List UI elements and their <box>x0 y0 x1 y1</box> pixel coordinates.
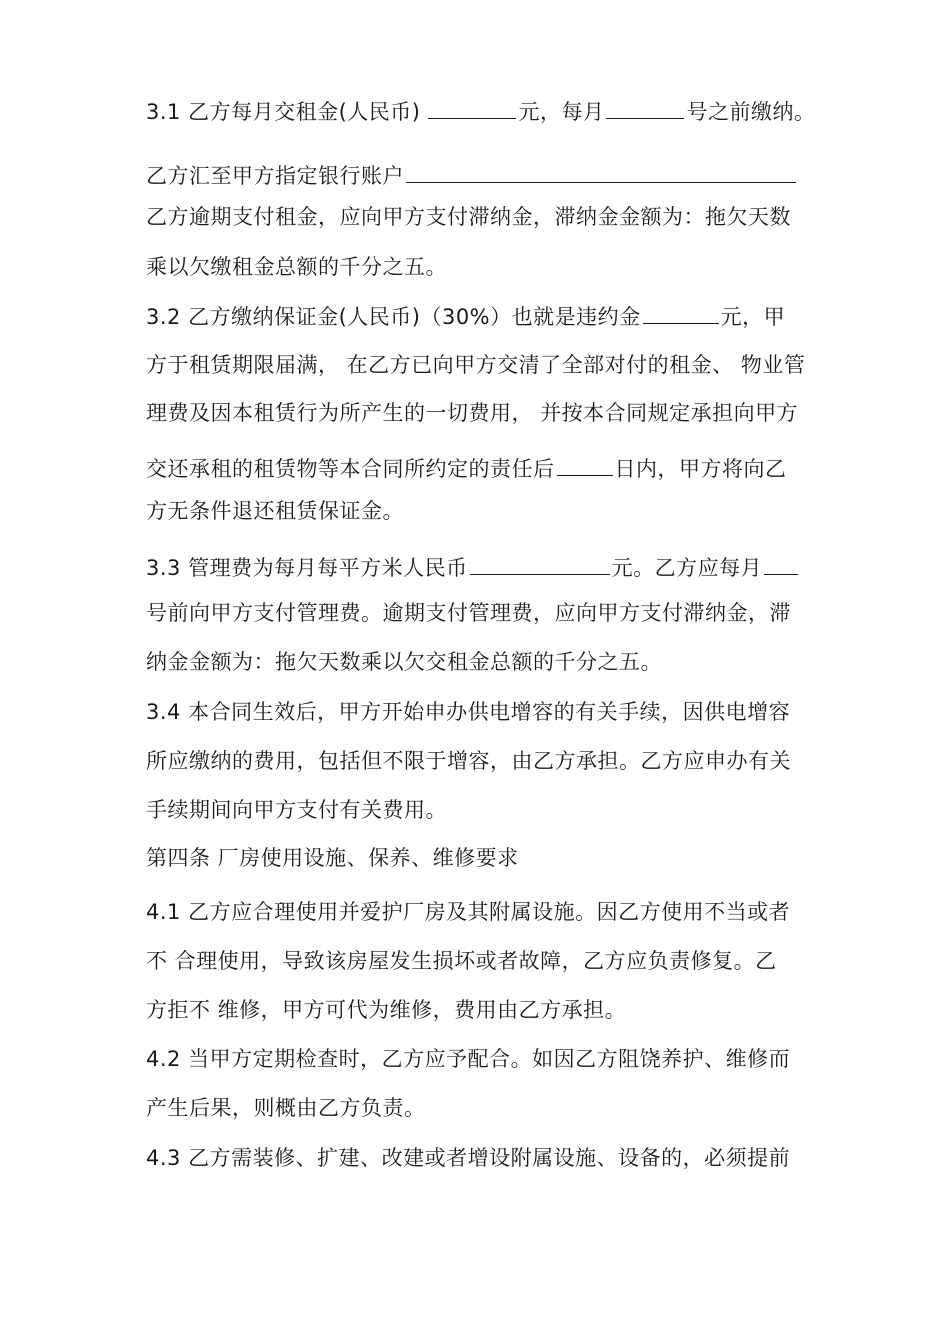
clause-4-2-text-l2: 产生后果，则概由乙方负责。 <box>146 1096 426 1120</box>
clause-3-1-line-3 <box>146 202 791 232</box>
clause-4-1-text-l3: 方拒不 维修，甲方可代为维修，费用由乙方承担。 <box>146 998 627 1022</box>
clause-3-2-text-a: 3.2 乙方缴纳保证金(人民币)（30%）也就是违约金 <box>146 305 641 329</box>
fee-day-blank <box>764 548 798 575</box>
clause-3-2-line-5 <box>146 496 404 526</box>
bank-account-label: 乙方汇至甲方指定银行账户 <box>146 164 404 188</box>
clause-3-4-text-l1: 3.4 本合同生效后，甲方开始申办供电增容的有关手续，因供电增容 <box>146 700 791 724</box>
clause-3-2-text-b: 元，甲 <box>720 305 786 329</box>
clause-3-2-line-4 <box>146 447 787 481</box>
clause-4-2-line-1 <box>146 1044 790 1074</box>
clause-4-3-text-l1: 4.3 乙方需装修、扩建、改建或者增设附属设施、设备的，必须提前 <box>146 1146 791 1170</box>
clause-3-1-line-2 <box>146 146 798 188</box>
clause-3-3-text-a: 3.3 管理费为每月每平方米人民币 <box>146 556 468 580</box>
clause-4-1-text-l1: 4.1 乙方应合理使用并爱护厂房及其附属设施。因乙方使用不当或者 <box>146 900 791 924</box>
rent-amount-blank <box>428 96 516 119</box>
deposit-amount-blank <box>643 301 719 324</box>
late-rent-text: 乙方逾期支付租金，应向甲方支付滞纳金，滞纳金金额为：拖欠天数 <box>146 205 791 229</box>
clause-4-2-text-l1: 4.2 当甲方定期检查时，乙方应予配合。如因乙方阻饶养护、维修而 <box>146 1047 791 1071</box>
clause-4-1-line-1 <box>146 897 790 927</box>
clause-3-1-line-4 <box>146 252 447 282</box>
clause-3-1-text-a: 3.1 乙方每月交租金(人民币) <box>146 100 421 124</box>
payment-day-blank <box>606 96 684 119</box>
management-fee-blank <box>470 548 610 575</box>
clause-3-4-line-3 <box>146 795 447 825</box>
article-4-heading-text: 第四条 厂房使用设施、保养、维修要求 <box>146 846 519 870</box>
clause-3-2-text-l2: 方于租赁期限届满， 在乙方已向甲方交清了全部对付的租金、 物业管 <box>146 353 806 377</box>
clause-4-1-line-2 <box>146 946 777 976</box>
clause-3-3-line-3 <box>146 647 662 677</box>
clause-3-3-line-1 <box>146 548 800 578</box>
clause-3-3-line-2 <box>146 598 791 628</box>
clause-3-2-text-l3: 理费及因本租赁行为所产生的一切费用， 并按本合同规定承担向甲方 <box>146 401 799 425</box>
clause-3-2-text-l5: 方无条件退还租赁保证金。 <box>146 499 404 523</box>
clause-4-3-line-1 <box>146 1143 790 1173</box>
clause-3-2-line-3 <box>146 398 798 428</box>
clause-4-2-line-2 <box>146 1093 426 1123</box>
article-4-heading <box>146 843 519 873</box>
late-rent-text-cont: 乘以欠缴租金总额的千分之五。 <box>146 255 447 279</box>
clause-3-4-line-2 <box>146 746 791 776</box>
refund-days-blank <box>557 447 613 476</box>
clause-4-1-line-3 <box>146 995 626 1025</box>
clause-3-1-line-1 <box>146 96 815 126</box>
clause-3-1-text-c: 号之前缴纳。 <box>686 100 816 124</box>
clause-3-3-text-b: 元。乙方应每月 <box>611 556 763 580</box>
clause-4-1-text-l2: 不 合理使用，导致该房屋发生损坏或者故障，乙方应负责修复。乙 <box>146 949 777 973</box>
clause-3-2-line-2 <box>146 350 805 380</box>
clause-3-4-line-1 <box>146 697 790 727</box>
clause-3-1-text-b: 元，每月 <box>518 100 605 124</box>
bank-account-blank <box>406 146 796 183</box>
clause-3-2-line-1 <box>146 301 785 331</box>
clause-3-4-text-l3: 手续期间向甲方支付有关费用。 <box>146 798 447 822</box>
clause-3-3-text-l3: 纳金金额为：拖欠天数乘以欠交租金总额的千分之五。 <box>146 650 662 674</box>
clause-3-3-text-l2: 号前向甲方支付管理费。逾期支付管理费，应向甲方支付滞纳金，滞 <box>146 601 791 625</box>
clause-3-2-text-l4a: 交还承租的租赁物等本合同所约定的责任后 <box>146 457 555 481</box>
clause-3-2-text-l4b: 日内，甲方将向乙 <box>614 457 787 481</box>
clause-3-4-text-l2: 所应缴纳的费用，包括但不限于增容，由乙方承担。乙方应申办有关 <box>146 749 791 773</box>
